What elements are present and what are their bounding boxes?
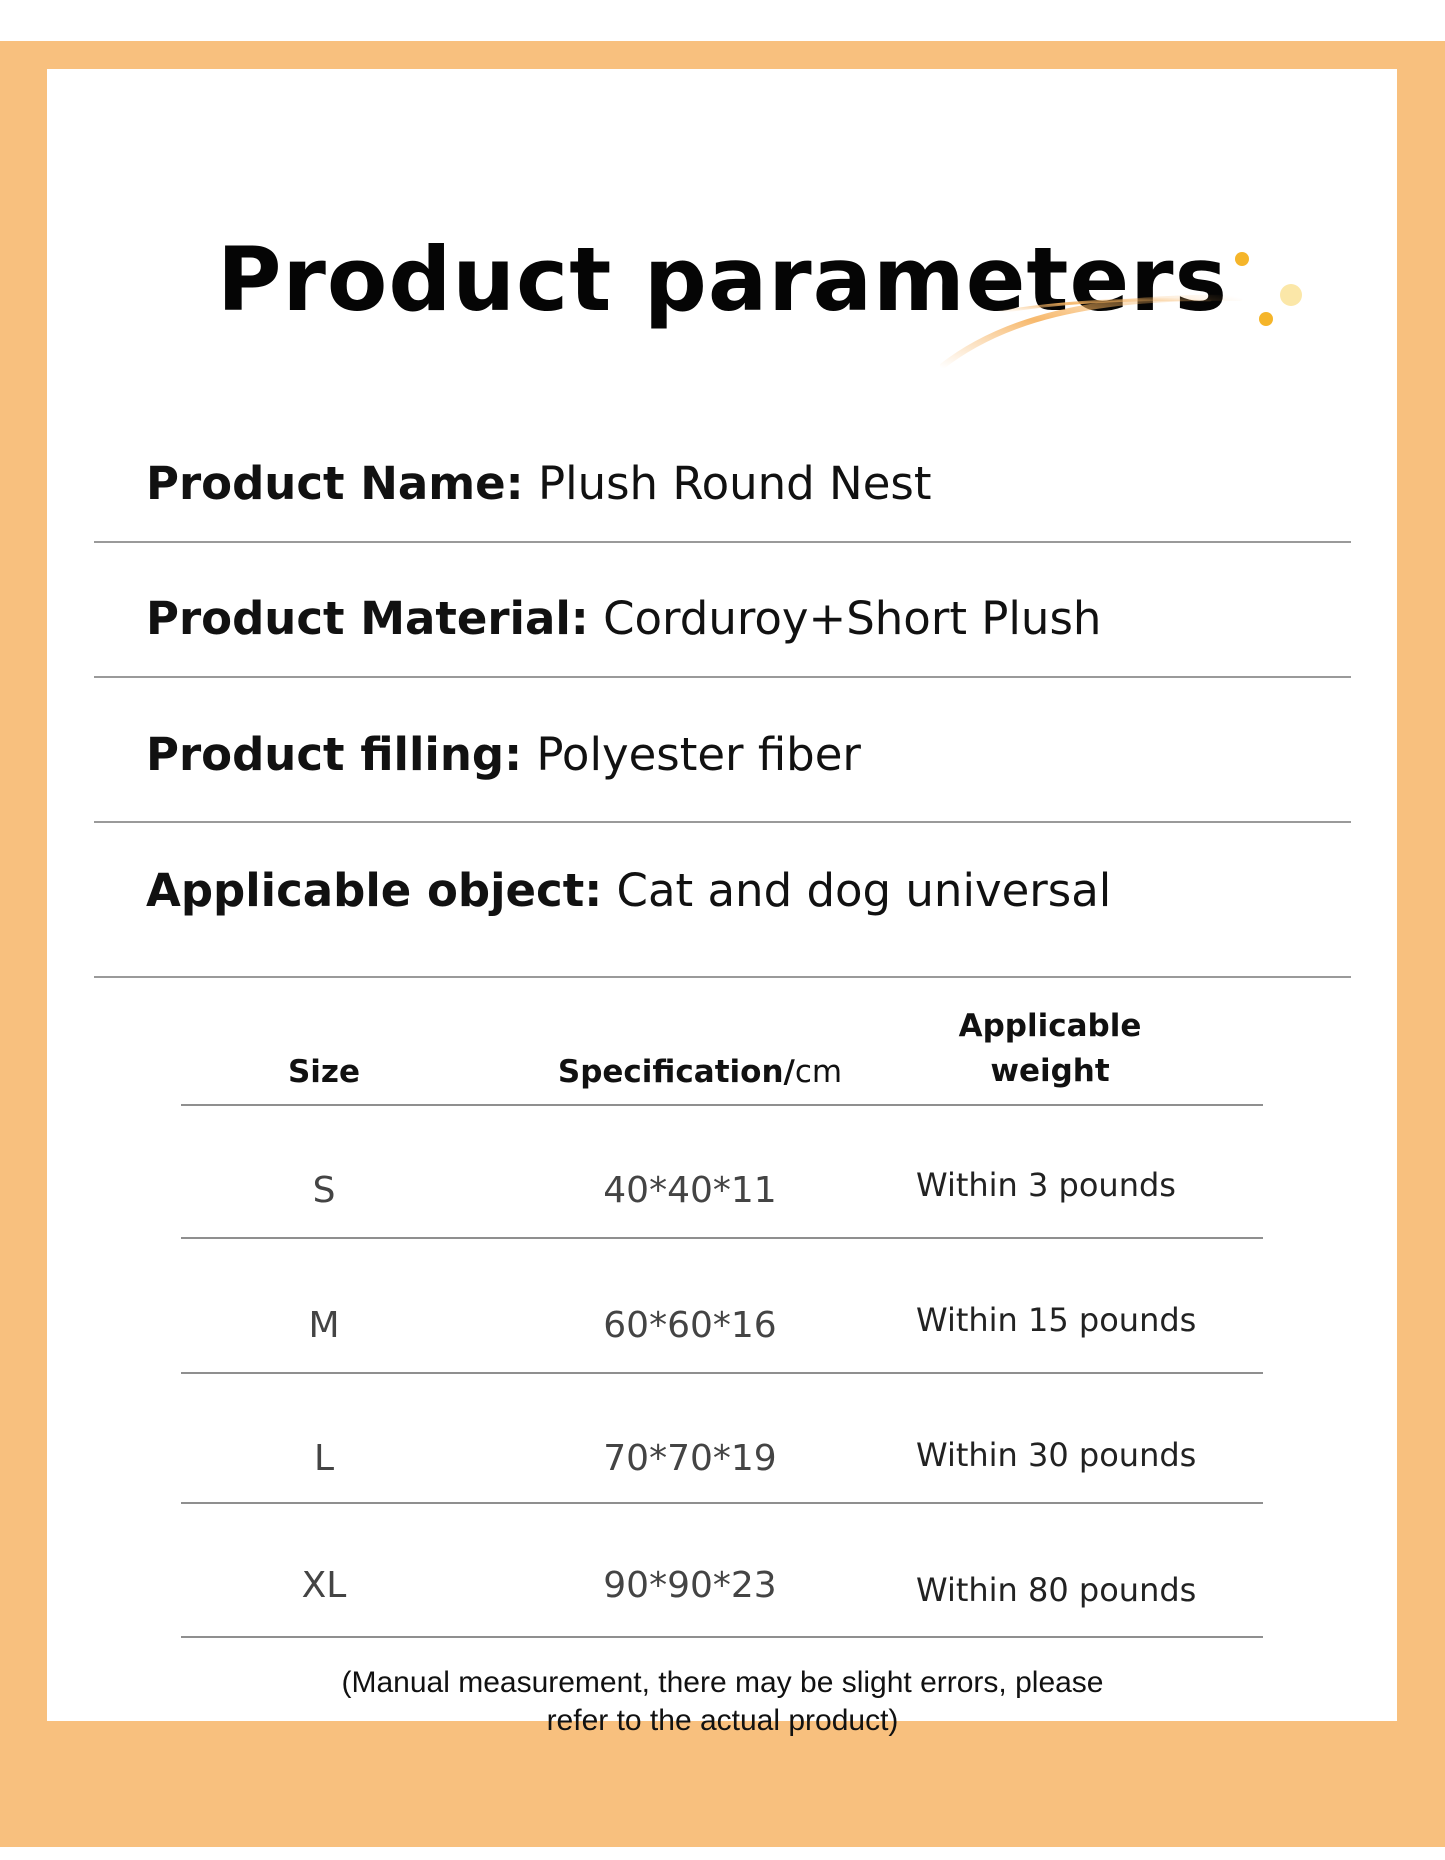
cell-size: M: [308, 1305, 340, 1346]
header-weight-line1: Applicable: [958, 1008, 1142, 1044]
table-divider: [181, 1372, 1263, 1374]
cell-size: XL: [301, 1565, 347, 1606]
cell-weight: Within 3 pounds: [916, 1166, 1176, 1204]
table-divider: [181, 1636, 1263, 1638]
cell-weight: Within 30 pounds: [916, 1436, 1197, 1474]
cell-spec: 40*40*11: [603, 1170, 777, 1211]
cell-size: L: [313, 1438, 335, 1479]
header-specification: [530, 1050, 870, 1095]
param-label: Product Material:: [146, 592, 589, 645]
param-value: Corduroy+Short Plush: [603, 592, 1102, 645]
note-line: refer to the actual product): [546, 1704, 899, 1737]
divider: [94, 676, 1351, 678]
param-product-filling: [146, 728, 861, 781]
divider: [94, 541, 1351, 543]
param-label: Product Name:: [146, 457, 524, 510]
param-product-material: [146, 592, 1102, 645]
table-divider: [181, 1502, 1263, 1504]
header-applicable-weight: [920, 1004, 1180, 1094]
sparkle-swoosh-icon: [940, 240, 1310, 380]
divider: [94, 976, 1351, 978]
measurement-note: [200, 1664, 1245, 1740]
cell-spec: 60*60*16: [603, 1305, 777, 1346]
param-product-name: [146, 457, 932, 510]
param-value: Plush Round Nest: [537, 457, 932, 510]
header-spec-label: Specification/: [557, 1054, 795, 1090]
param-applicable-object: [146, 864, 1112, 917]
header-weight-line2: weight: [990, 1052, 1110, 1089]
cell-size: S: [312, 1170, 336, 1211]
param-value: Cat and dog universal: [616, 864, 1112, 917]
note-line: (Manual measurement, there may be slight errors, please: [341, 1666, 1104, 1699]
cell-spec: 70*70*19: [603, 1438, 777, 1479]
param-label: Product filling:: [146, 728, 523, 781]
header-size: Size: [287, 1054, 361, 1090]
divider: [94, 821, 1351, 823]
page-title: Product parameters: [217, 228, 1228, 331]
cell-weight: Within 15 pounds: [916, 1301, 1197, 1339]
table-divider: [181, 1104, 1263, 1106]
table-divider: [181, 1237, 1263, 1239]
param-value: Polyester fiber: [536, 728, 861, 781]
cell-spec: 90*90*23: [603, 1565, 777, 1606]
header-spec-unit: cm: [794, 1054, 843, 1090]
cell-weight: Within 80 pounds: [916, 1571, 1197, 1609]
param-label: Applicable object:: [146, 864, 603, 917]
